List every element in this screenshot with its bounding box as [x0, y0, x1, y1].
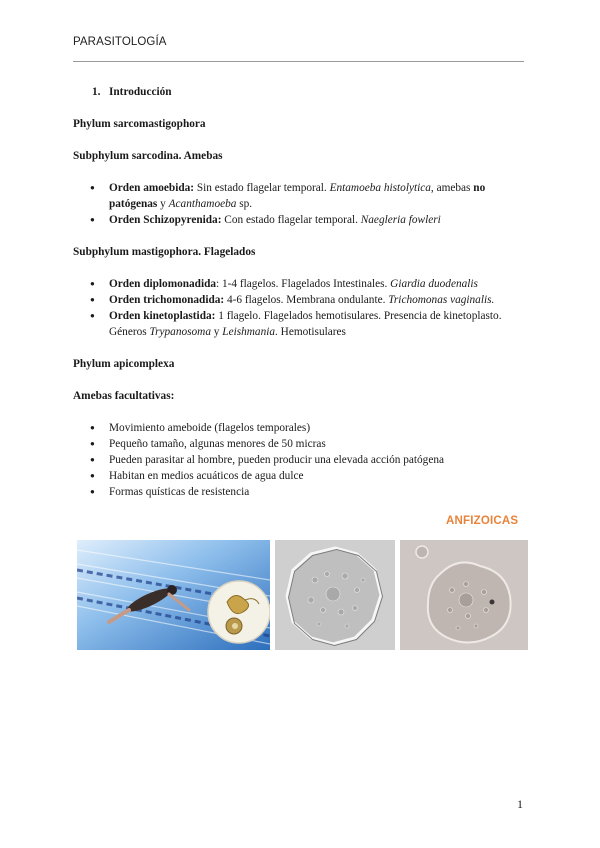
section-heading	[92, 84, 528, 100]
list-item: ● Habitan en medios acuáticos de agua dulce	[73, 468, 528, 484]
amoeba-trophozoite-micrograph	[400, 540, 528, 650]
list-item-trichomonadida: ● Orden trichomonadida: 4-6 flagelos. Membrana ondulante. Trichomonas vaginalis.	[73, 292, 528, 308]
header-rule	[73, 61, 524, 62]
subphylum-mastigophora-heading: Subphylum mastigophora. Flagelados	[73, 246, 256, 258]
list-item-amoebida: ● Orden amoebida: Sin estado flagelar temporal. Entamoeba histolytica, amebas no patógenas y Acanthamoeba sp.	[73, 180, 528, 212]
list-item-schizopyrenida: ● Orden Schizopyrenida: Con estado flagelar temporal. Naegleria fowleri	[73, 212, 528, 228]
page-content	[73, 84, 528, 500]
amoeba-orders-list	[73, 180, 528, 228]
list-item: ● Pueden parasitar al hombre, pueden producir una elevada acción patógena	[73, 452, 528, 468]
list-item: ● Formas quísticas de resistencia	[73, 484, 528, 500]
phylum-apicomplexa-heading: Phylum apicomplexa	[73, 358, 175, 370]
flagellate-orders-list	[73, 276, 528, 340]
cyst-illustration	[275, 540, 395, 650]
swimmer-illustration	[77, 540, 270, 650]
list-item-diplomonadida: ● Orden diplomonadida: 1-4 flagelos. Flagelados Intestinales. Giardia duodenalis	[73, 276, 528, 292]
figure-title: ANFIZOICAS	[446, 515, 519, 527]
list-item-kinetoplastida: ● Orden kinetoplastida: 1 flagelo. Flagelados hemotisulares. Presencia de kinetoplasto. Géneros Trypanosoma y Leishmania. Hemotisulares	[73, 308, 528, 340]
section-title: Introducción	[109, 86, 172, 98]
facultative-amoebae-list	[73, 420, 528, 500]
phylum-sarcomastigophora-heading: Phylum sarcomastigophora	[73, 118, 206, 130]
swimmer-pool-photo	[77, 540, 270, 650]
amoeba-cyst-micrograph	[275, 540, 395, 650]
running-header: PARASITOLOGÍA	[73, 36, 167, 48]
section-number: 1.	[92, 86, 101, 98]
list-item: ● Pequeño tamaño, algunas menores de 50 micras	[73, 436, 528, 452]
trophozoite-illustration	[400, 540, 528, 650]
page-number: 1	[517, 797, 523, 811]
facultative-amoebae-heading: Amebas facultativas:	[73, 390, 175, 402]
subphylum-sarcodina-heading: Subphylum sarcodina. Amebas	[73, 150, 223, 162]
list-item: ● Movimiento ameboide (flagelos temporales)	[73, 420, 528, 436]
